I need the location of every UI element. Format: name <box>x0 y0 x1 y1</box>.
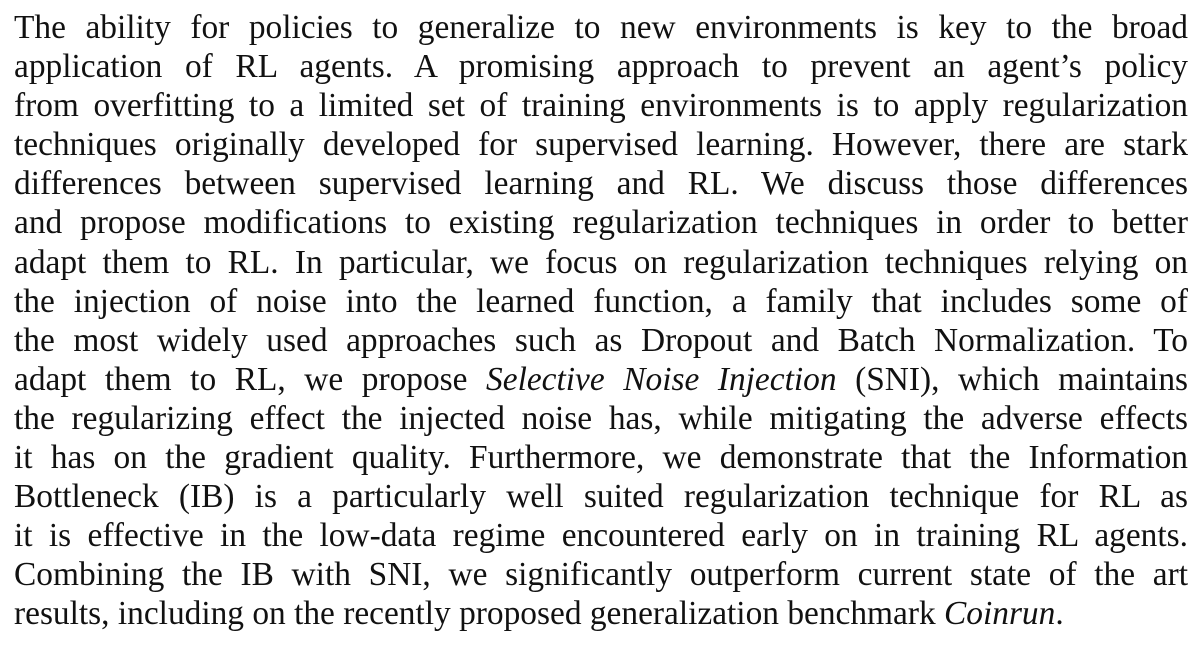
text-line <box>14 360 1188 399</box>
text-line: Bottleneck (IB) is a particularly well suited regularization technique for RL as <box>14 478 1188 516</box>
text-segment: . <box>1055 595 1064 633</box>
text-line: the regularizing effect the injected noise has, while mitigating the adverse effects <box>14 399 1188 437</box>
text-line: the most widely used approaches such as Dropout and Batch Normalization. To <box>14 321 1188 359</box>
text-line: Combining the IB with SNI, we significantly outperform current state of the art <box>14 556 1188 594</box>
text-line: the injection of noise into the learned function, a family that includes some of <box>14 282 1188 320</box>
text-line <box>14 594 1188 633</box>
text-line: from overfitting to a limited set of training environments is to apply regularization <box>14 87 1188 125</box>
text-line: and propose modifications to existing regularization techniques in order to better <box>14 204 1188 242</box>
text-line: it is effective in the low-data regime encountered early on in training RL agents. <box>14 517 1188 555</box>
text-line: it has on the gradient quality. Furthermore, we demonstrate that the Information <box>14 439 1188 477</box>
text-line: differences between supervised learning and RL. We discuss those differences <box>14 165 1188 203</box>
text-line: adapt them to RL. In particular, we focus on regularization techniques relying on <box>14 243 1188 281</box>
text-line: The ability for policies to generalize to new environments is key to the broad <box>14 9 1188 46</box>
method-name-emphasis: Selective Noise Injection <box>486 360 837 398</box>
text-line: techniques originally developed for supervised learning. However, there are stark <box>14 126 1188 164</box>
abstract-paragraph <box>14 8 1188 634</box>
text-segment: results, including on the recently proposed generalization benchmark <box>14 595 944 633</box>
text-segment: adapt them to RL, we propose <box>14 360 487 398</box>
text-segment: (SNI), which maintains <box>836 360 1189 398</box>
text-line: application of RL agents. A promising approach to prevent an agent’s policy <box>14 48 1188 86</box>
benchmark-name-emphasis: Coinrun <box>944 595 1056 633</box>
